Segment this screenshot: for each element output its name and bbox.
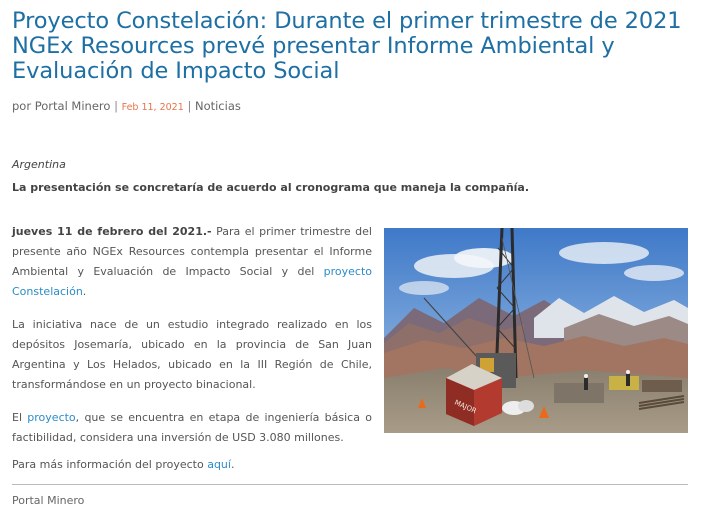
more-info (12, 458, 234, 471)
container-label: MAJOR (453, 398, 478, 416)
meta-by: por (12, 99, 32, 113)
proyecto-link[interactable]: proyecto (27, 411, 76, 424)
paragraph-3-text: , que se encuentra en etapa de ingeniería básica o factibilidad, considera una inversión de USD 3.080 millones. (12, 411, 372, 444)
article-body (12, 222, 372, 461)
meta-separator-2: | (187, 99, 192, 113)
paragraph-1 (12, 222, 372, 302)
article-meta (12, 99, 241, 113)
paragraph-3-start: El (12, 411, 28, 424)
divider (12, 484, 688, 485)
article-location: Argentina (12, 158, 66, 171)
paragraph-2: La iniciativa nace de un estudio integrado realizado en los depósitos Josemaría, ubicado en la provincia de San Juan Argentina y Los Helados, ubicado en la III Región de Chile, transformándose en un proyecto binacional. (12, 318, 372, 391)
dateline: jueves 11 de febrero del 2021.- (12, 225, 212, 238)
article-title: Proyecto Constelación: Durante el primer trimestre de 2021 NGEx Resources prevé presentar Informe Ambiental y Evaluación de Impacto Social (12, 8, 682, 84)
more-info-text: Para más información del proyecto (12, 458, 208, 471)
more-info-link[interactable]: aquí (207, 458, 231, 471)
footer-source: Portal Minero (12, 494, 85, 507)
publish-date: Feb 11, 2021 (121, 102, 184, 113)
paragraph-1-end: . (82, 285, 87, 298)
paragraph-3 (12, 408, 372, 448)
category-link[interactable]: Noticias (194, 99, 241, 113)
more-info-end: . (230, 458, 235, 471)
author-link[interactable]: Portal Minero (34, 99, 111, 113)
paragraph-1-text: Para el primer trimestre del presente año NGEx Resources contempla presentar el Informe Ambiental y Evaluación de Impacto Social y del (12, 225, 372, 278)
meta-separator: | (114, 99, 118, 113)
article-lead: La presentación se concretaría de acuerdo al cronograma que maneja la compañía. (12, 181, 530, 194)
drilling-rig-photo (384, 228, 688, 433)
proyecto-constelacion-link[interactable]: proyecto Constelación (12, 265, 372, 298)
